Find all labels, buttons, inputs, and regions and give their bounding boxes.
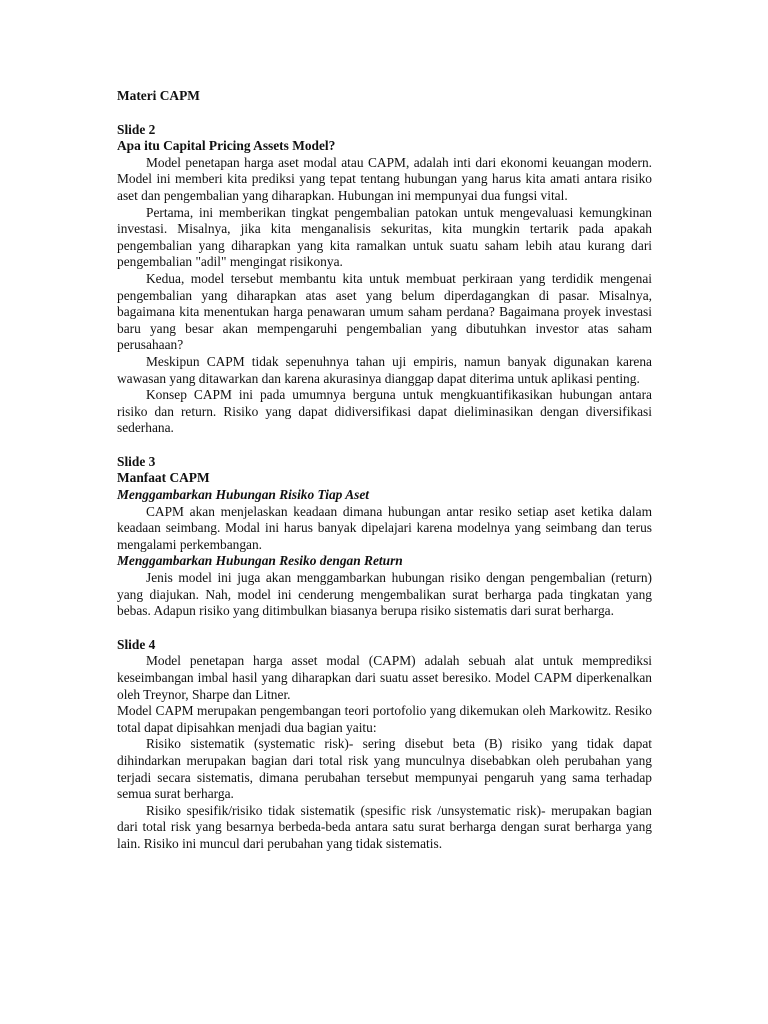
- slide-2-section: [117, 122, 652, 437]
- slide-4-label: Slide 4: [117, 636, 156, 652]
- slide-3-heading: Manfaat CAPM: [117, 470, 210, 486]
- slide-4-paragraph-1: Model penetapan harga asset modal (CAPM) adalah sebuah alat untuk memprediksi keseimbangan imbal hasil yang diharapkan dari suatu asset beresiko. Model CAPM diperkenalkan oleh Treynor, Sharpe dan Litner.: [117, 653, 652, 702]
- slide-4-paragraph-3: Risiko sistematik (systematic risk)- sering disebut beta (B) risiko yang tidak dapat dihindarkan merupakan bagian dari total risk yang munculnya disebabkan oleh perubahan yang terjadi secara sistematis, dimana perubahan tersebut mempunyai pengaruh yang sama terhadap semua surat berharga.: [117, 736, 652, 802]
- document-title: Materi CAPM: [117, 88, 200, 103]
- slide-2-paragraph-1: Model penetapan harga aset modal atau CAPM, adalah inti dari ekonomi keuangan modern. Model ini memberi kita prediksi yang tepat tentang hubungan yang harus kita amati antara risiko aset dan pengembalian yang diharapkan. Hubungan ini mempunyai dua fungsi vital.: [117, 154, 652, 203]
- slide-2-label: Slide 2: [117, 121, 156, 137]
- slide-3-section: [117, 454, 652, 620]
- slide-3-paragraph-1: CAPM akan menjelaskan keadaan dimana hubungan antar resiko setiap aset ketika dalam keadaan seimbang. Modal ini harus banyak dipelajari karena modelnya yang seimbang dan terus mengalami perkembangan.: [117, 503, 652, 552]
- slide-4-paragraph-2: Model CAPM merupakan pengembangan teori portofolio yang dikemukan oleh Markowitz. Resiko total dapat dipisahkan menjadi dua bagian yaitu:: [117, 703, 652, 735]
- slide-3-subheading-1: Menggambarkan Hubungan Risiko Tiap Aset: [117, 487, 369, 503]
- slide-2-paragraph-3: Kedua, model tersebut membantu kita untuk membuat perkiraan yang terdidik mengenai pengembalian yang diharapkan atas aset yang belum diperdagangkan di pasar. Misalnya, bagaimana kita menentukan harga penawaran umum saham perdana? Bagaimana proyek investasi baru yang besar akan mempengaruhi pengembalian yang dibutuhkan investor atas saham perusahaan?: [117, 270, 652, 353]
- slide-3-subheading-2: Menggambarkan Hubungan Resiko dengan Return: [117, 553, 403, 569]
- slide-2-paragraph-2: Pertama, ini memberikan tingkat pengembalian patokan untuk mengevaluasi kemungkinan investasi. Misalnya, jika kita menganalisis sekuritas, kita mungkin tertarik pada apakah pengembalian yang diharapkan yang kita ramalkan untuk suatu saham lebih atau kurang dari pengembalian "adil" mengingat risikonya.: [117, 204, 652, 270]
- slide-4-paragraph-4: Risiko spesifik/risiko tidak sistematik (spesific risk /unsystematic risk)- merupakan bagian dari total risk yang besarnya berbeda-beda antara satu surat berharga dengan surat berharga yang lain. Risiko ini muncul dari perubahan yang tidak sistematis.: [117, 802, 652, 851]
- slide-4-section: [117, 637, 652, 853]
- slide-3-paragraph-2: Jenis model ini juga akan menggambarkan hubungan risiko dengan pengembalian (return) yang diajukan. Nah, model ini cenderung mengembalikan surat berharga pada tingkatan yang bebas. Adapun risiko yang ditimbulkan biasanya berupa risiko sistematis dari surat berharga.: [117, 570, 652, 619]
- document-body: [117, 88, 652, 870]
- slide-3-label: Slide 3: [117, 453, 156, 469]
- slide-2-paragraph-5: Konsep CAPM ini pada umumnya berguna untuk mengkuantifikasikan hubungan antara risiko dan return. Risiko yang dapat didiversifikasi dapat dieliminasikan dengan diversifikasi sederhana.: [117, 387, 652, 436]
- slide-2-paragraph-4: Meskipun CAPM tidak sepenuhnya tahan uji empiris, namun banyak digunakan karena wawasan yang ditawarkan dan karena akurasinya dianggap dapat diterima untuk aplikasi penting.: [117, 353, 652, 386]
- slide-2-question: Apa itu Capital Pricing Assets Model?: [117, 138, 336, 154]
